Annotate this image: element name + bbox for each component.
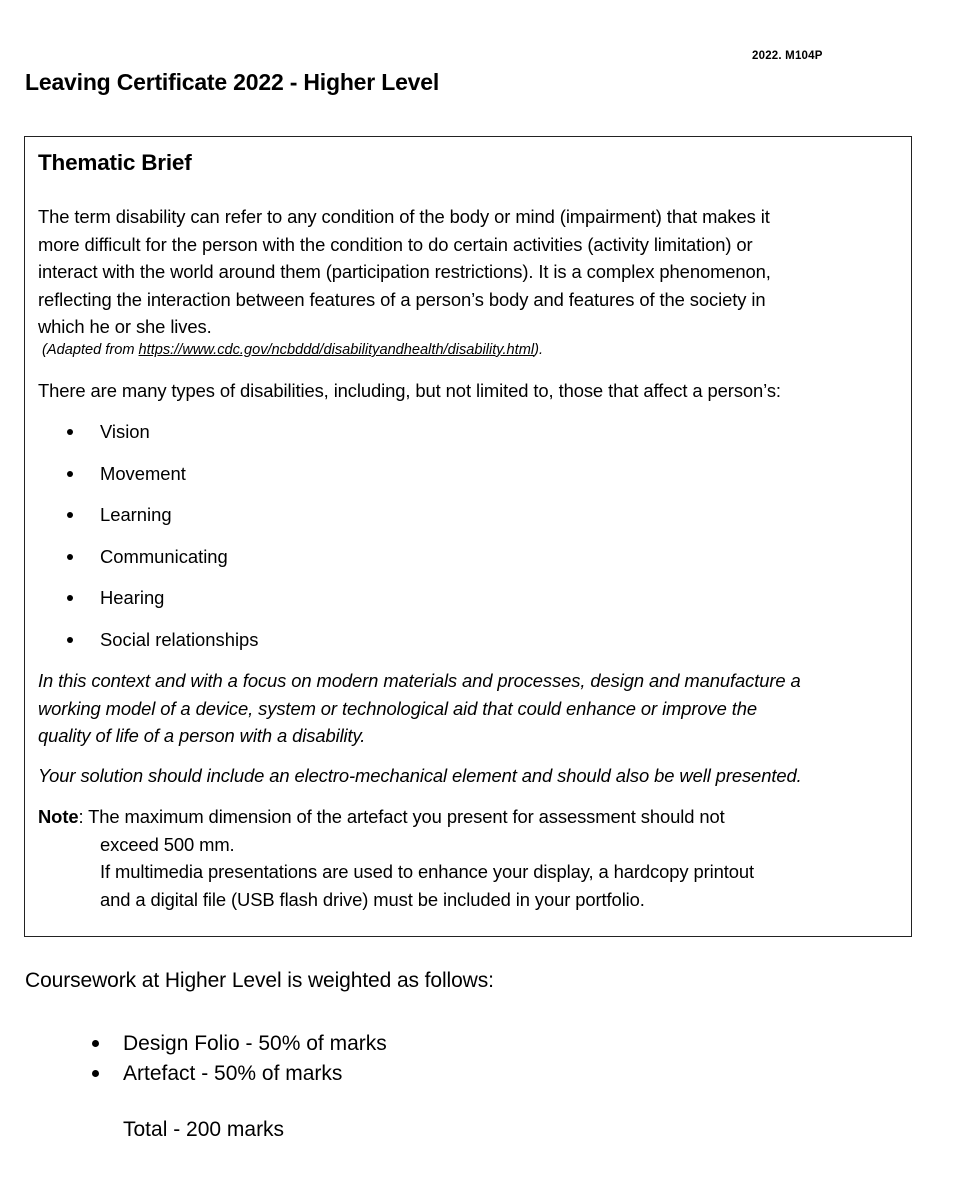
weighting-list (0, 1029, 387, 1088)
bullet-icon (92, 1070, 99, 1077)
list-item (0, 1059, 387, 1089)
total-marks: Total - 200 marks (123, 1118, 285, 1141)
bullet-icon (92, 1040, 99, 1047)
note-line: and a digital file (USB flash drive) must be included in your portfolio. (100, 888, 645, 910)
intro-line: reflecting the interaction between features of a person’s body and features of the society in (38, 288, 766, 310)
context-line: quality of life of a person with a disability. (38, 725, 366, 746)
note-line: If multimedia presentations are used to enhance your display, a hardcopy printout (100, 861, 755, 882)
list-item-label: Artefact - 50% of marks (123, 1061, 343, 1085)
source-prefix: (Adapted from (42, 342, 139, 358)
list-item-label: Learning (100, 504, 172, 525)
page-title: Leaving Certificate 2022 - Higher Level (25, 69, 440, 95)
context-line: working model of a device, system or technological aid that could enhance or improve the (38, 697, 758, 719)
list-item (25, 543, 258, 585)
brief-intro (38, 203, 771, 341)
bullet-icon (67, 429, 73, 435)
brief-title: Thematic Brief (38, 150, 192, 175)
bullet-icon (67, 595, 73, 601)
list-item (25, 418, 258, 460)
list-item-label: Design Folio - 50% of marks (123, 1032, 387, 1055)
source-suffix: ). (534, 342, 544, 358)
note-paragraph (38, 803, 754, 913)
source-citation (42, 342, 543, 358)
disability-types-list (25, 418, 258, 667)
bullet-icon (67, 637, 73, 643)
solution-paragraph: Your solution should include an electro-mechanical element and should also be well presented. (38, 765, 802, 786)
thematic-brief-box (24, 136, 912, 937)
list-item (25, 584, 258, 626)
list-item-label: Hearing (100, 587, 165, 608)
context-paragraph (38, 667, 801, 750)
intro-line: which he or she lives. (38, 316, 212, 337)
list-item-label: Communicating (100, 545, 228, 567)
types-intro: There are many types of disabilities, including, but not limited to, those that affect a person’s: (38, 380, 781, 401)
intro-line: interact with the world around them (participation restrictions). It is a complex phenomenon, (38, 261, 771, 282)
intro-line: The term disability can refer to any condition of the body or mind (impairment) that makes it (38, 206, 770, 227)
bullet-icon (67, 554, 73, 560)
note-first-line: : The maximum dimension of the artefact you present for assessment should not (78, 806, 725, 827)
note-label: Note (38, 806, 79, 827)
list-item (25, 626, 258, 668)
exam-code: 2022. M104P (752, 50, 823, 62)
note-line: exceed 500 mm. (100, 833, 235, 855)
list-item (25, 501, 258, 543)
bullet-icon (67, 471, 73, 477)
list-item-label: Movement (100, 462, 186, 484)
list-item-label: Social relationships (100, 628, 259, 650)
list-item-label: Vision (100, 421, 150, 442)
list-item (0, 1029, 387, 1059)
list-item (25, 460, 258, 502)
context-line: In this context and with a focus on modern materials and processes, design and manufacture a (38, 670, 801, 691)
bullet-icon (67, 512, 73, 518)
intro-line: more difficult for the person with the condition to do certain activities (activity limitation) or (38, 233, 753, 255)
weighting-intro: Coursework at Higher Level is weighted as follows: (25, 969, 494, 992)
source-link[interactable]: https://www.cdc.gov/ncbddd/disabilityandhealth/disability.html (138, 342, 535, 358)
